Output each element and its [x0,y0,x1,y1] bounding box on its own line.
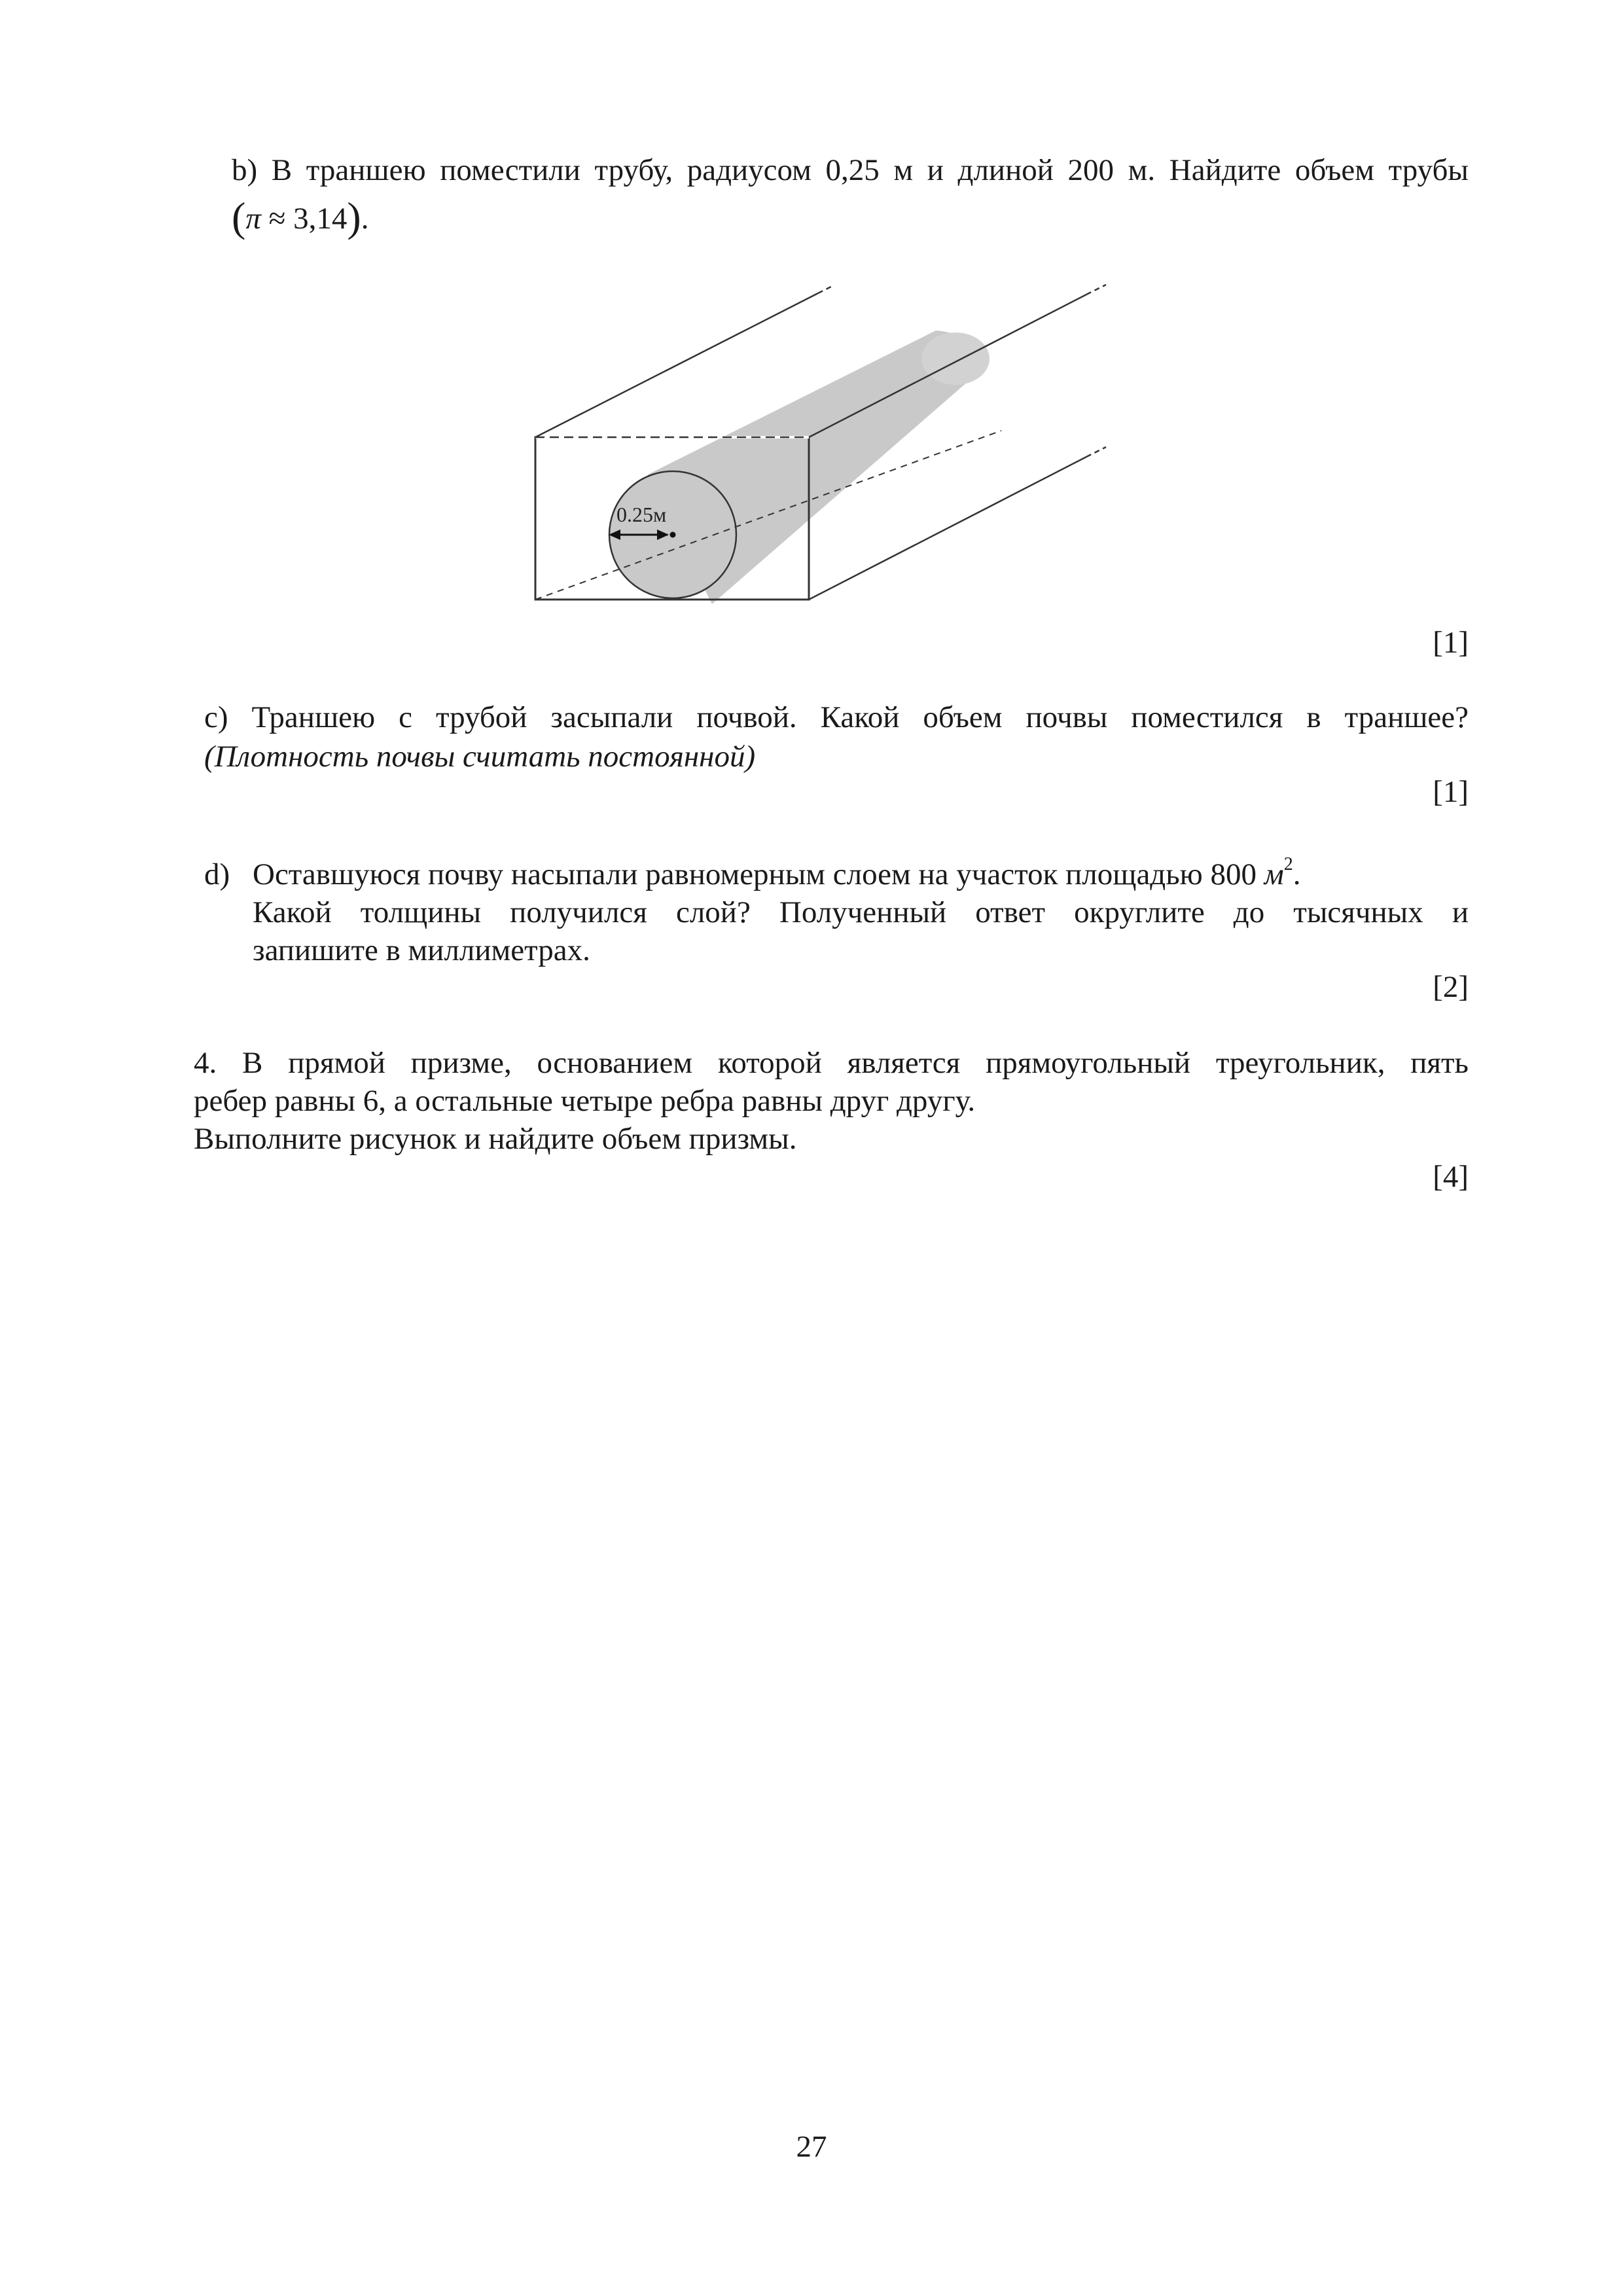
pipe-center-dot [670,532,676,538]
pi-symbol: π [245,202,261,236]
part-b-marks: [1] [1433,626,1469,660]
part-b-question: b) В траншею поместили трубу, радиусом 0,25 м и длиной 200 м. Найдите объем трубы [232,153,1469,187]
pipe-far-end [921,332,990,385]
pi-close-paren: ) [347,194,361,240]
part-d-line1-text: Оставшуюся почву насыпали равномерным слоем на участок площадью 800 [253,857,1257,891]
part-c-question: c) Траншею с трубой засыпали почвой. Какой объем почвы поместился в траншее? [204,700,1469,734]
pi-value: 3,14 [293,202,348,236]
task4-line1: 4. В прямой призме, основанием которой является прямоугольный треугольник, пять [194,1046,1469,1080]
task4-line2: ребер равны 6, а остальные четыре ребра равны друг другу. [194,1084,976,1118]
page-number: 27 [796,2130,827,2164]
trench-edge-top-right [809,295,1086,437]
part-c-marks: [1] [1433,775,1469,809]
part-d-line2: Какой толщины получился слой? Полученный ответ округлите до тысячных и [253,895,1469,929]
pi-open-paren: ( [232,194,246,240]
trench-edge-bottom-right-dashed [1086,447,1106,457]
trench-edge-top-right-dashed [1086,285,1106,295]
area-unit-period: . [1293,857,1301,891]
area-unit-power: 2 [1283,854,1293,874]
trench-edge-top-left-dashed [818,287,831,293]
part-d-line1 [253,855,1301,899]
pi-approximation [232,195,368,238]
task4-line3: Выполните рисунок и найдите объем призмы. [194,1122,797,1156]
pi-approx-sign: ≈ [268,202,286,236]
pi-period: . [361,202,369,236]
part-c-note: (Плотность почвы считать постоянной) [204,740,756,774]
task4-marks: [4] [1433,1160,1469,1194]
part-d-line3: запишите в миллиметрах. [253,933,590,967]
radius-label: 0.25м [616,503,667,526]
trench-pipe-figure [530,275,1119,615]
area-unit: м [1264,857,1284,891]
part-d-label: d) [204,857,230,891]
part-d-marks: [2] [1433,970,1469,1004]
